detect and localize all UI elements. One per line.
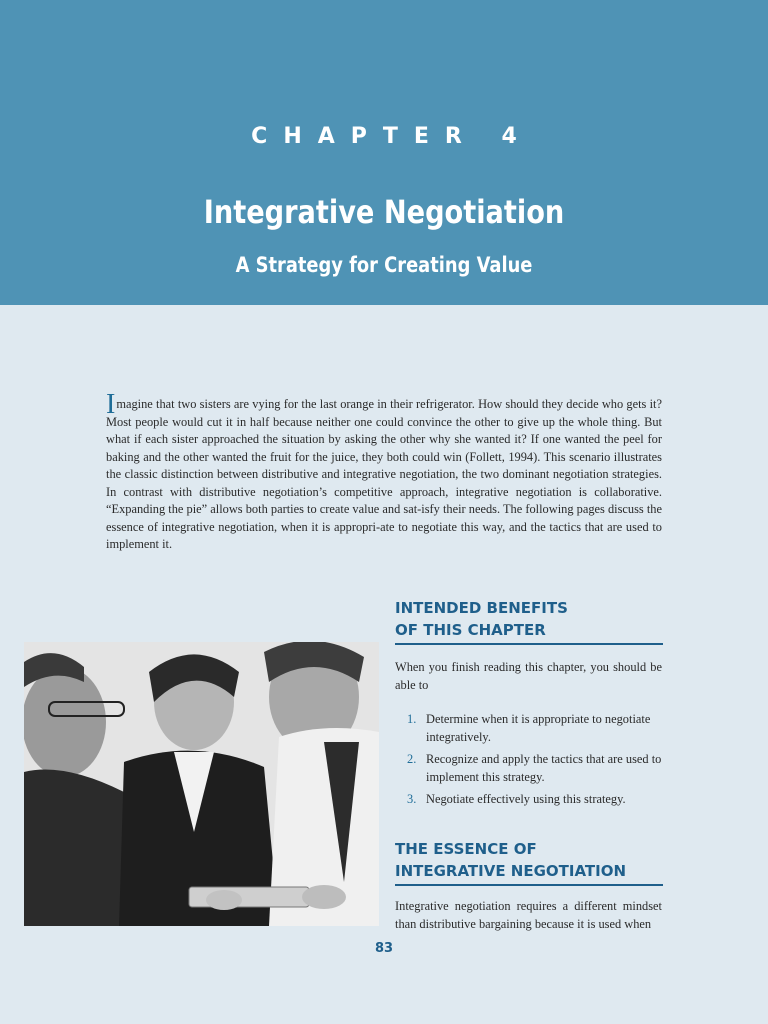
benefits-list bbox=[407, 711, 663, 814]
page-number: 83 bbox=[374, 941, 394, 956]
essence-heading-line1: THE ESSENCE OF bbox=[395, 840, 537, 858]
intro-text: magine that two sisters are vying for the last orange in their refrigerator. How should they decide who gets it? Most people would cut it in half because neither one could convince the other to give up the whole thing. But what if each sister approached the situation by asking the other why she wanted it? If one wanted the peel for baking and the other wanted the fruit for the juice, they both could win (Follett, 1994). This scenario illustrates the classic distinction between distributive and integrative negotiation, the two dominant negotiation strategies. In contrast with distributive negotiation’s competitive approach, integrative negotiation is collaborative. “Expanding the pie” allows both parties to create value and sat-isfy their needs. The following pages discuss the essence of integrative negotiation, when it is appropri-ate to negotiate this way, and the tactics that are used to implement it. bbox=[106, 397, 662, 551]
benefits-heading-line2: OF THIS CHAPTER bbox=[395, 621, 546, 639]
list-item bbox=[407, 711, 663, 746]
essence-heading-line2: INTEGRATIVE NEGOTIATION bbox=[395, 862, 627, 880]
essence-heading bbox=[395, 838, 663, 886]
benefits-heading bbox=[395, 597, 663, 645]
chapter-label: CHAPTER 4 bbox=[251, 124, 533, 149]
chapter-title: Integrative Negotiation bbox=[203, 193, 565, 231]
benefits-heading-line1: INTENDED BENEFITS bbox=[395, 599, 568, 617]
people-photo-illustration bbox=[24, 642, 379, 926]
chapter-subtitle: A Strategy for Creating Value bbox=[235, 253, 533, 277]
list-item-text: Negotiate effectively using this strategy. bbox=[426, 792, 626, 806]
people-photo bbox=[24, 642, 379, 926]
intro-paragraph bbox=[106, 389, 662, 554]
chapter-header bbox=[0, 0, 768, 305]
list-item bbox=[407, 791, 663, 809]
list-item-text: Determine when it is appropriate to negotiate integratively. bbox=[426, 712, 651, 744]
list-item bbox=[407, 751, 663, 786]
essence-text: Integrative negotiation requires a different mindset than distributive bargaining because it is used when bbox=[395, 899, 662, 931]
list-item-number: 2. bbox=[407, 752, 417, 766]
list-item-number: 3. bbox=[407, 792, 417, 806]
list-item-number: 1. bbox=[407, 712, 417, 726]
list-item-text: Recognize and apply the tactics that are used to implement this strategy. bbox=[426, 752, 662, 784]
drop-cap: I bbox=[106, 389, 116, 420]
benefits-lead: When you finish reading this chapter, you should be able to bbox=[395, 660, 662, 692]
